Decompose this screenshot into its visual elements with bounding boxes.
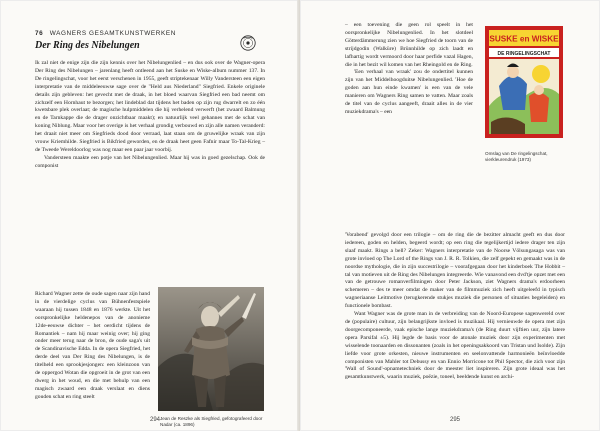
siegfried-photo bbox=[158, 287, 264, 411]
paragraph: Want Wagner was de grote man in de verbreiding van de Noord-Europese sagenwereld over de (populaire) cultuur, zijn belangrijkste invloed is muzikaal. Hij vernieuwde de opera met zijn doorgecomponeerde, vaak epische lange muziekdrama's (de Ring duurt vijftien uur, zijn latere opera Parsifal ±5). Hij legde de basis voor de atonale muziek door zijn experimenten met wisselende toonaarden en dissonanten (zoals in het openingsakkoord van Tristan und Isolde). Zijn liefde voor grote orkesten, nieuwe instrumenten en seelonvattende harmonieën beïnvloedde componisten van Mahler tot Debussy en van Ennio Morricone tot Phil Spector, die zich voor zijn 'Wall of Sound'-opnametechniek door de meester liet inspireren. Zijn grote ideaal was het gesamtkunstwerk, waarin muziek, poëzie, toneel, beeldende kunst en archi- bbox=[345, 311, 565, 381]
folio-right: 295 bbox=[450, 417, 461, 423]
paragraph: Vandersteen maakte een potje van het Nibelungenlied. Maar hij was in goed gezelschap. Ook de componist bbox=[35, 154, 265, 169]
cover-brand: SUSKE en WISKE bbox=[489, 34, 559, 44]
paragraph: – een toevening die geen rol speelt in het oorspronkelijke Nibelungenlied. In het slotdeel Götterdämmerung zien we hoe Siegfried de toorn van de strijdgodin (Walküre) Brünnhilde op zich laadt en lafhartig wordt vermoord door haar perfide vazal Hagen, die in het bezit wil komen van het Rheingold en de Ring. bbox=[345, 22, 473, 68]
cover-subtitle: DE RINGELINGSCHAT bbox=[497, 51, 551, 57]
cover-caption: Omslag van De ringelingschat, vierkleurendruk (1973) bbox=[485, 151, 548, 162]
main-text-column bbox=[35, 60, 265, 171]
main-text-column bbox=[345, 232, 565, 382]
paragraph: 'Een verhaal van wraak' zou de ondertitel kunnen zijn van het Middelhoogduitse Nibelungenlied. 'Hoe de goden aan hun einde kwamen' is een van de vele manieren om Wagners Ring samen te vatten. Maar zoals de titel van de cyclus aangeeft, draait alles in de vier muziekdrama's – een bbox=[345, 69, 473, 115]
paragraph: Richard Wagner zette de oude sagen naar zijn hand in de vierdelige cyclus van Bühnenfestspiele waaraan hij tussen 1848 en 1876 werkte. Uit het oorspronkelijke heldenepos van de anonieme 12de-eeuwse dichter – het oerdicht tijdens de Romantiek – nam hij maar weinig over; hij ging onder meer terug naar de bron, de oude saga's uit de Scandinavische Edda. In de opera Siegfried, het derde deel van Der Ring des Nibelungen, is de titelheld een sprookjesjongen: een kleinzoon van de oppergod Wotan die opgroeit in de grot van een dwerg in het woud, en die met behulp van een magisch zwaard een draak verslaat en diens gouden schat en ring steelt bbox=[35, 291, 150, 400]
running-header bbox=[35, 30, 176, 37]
narrow-text-column bbox=[345, 22, 473, 117]
paragraph: Ik zal niet de enige zijn die zijn kennis over het Nibelungenlied – en dus ook over de Wagner-opera Der Ring des Nibelungen – jarenlang heeft ontleend aan het Suske en Wiske-album nummer 137. In De ringelingschat, voor het eerst verschenen in 1955, geeft striptekenaar Willy Vandersteen een eigen interpretatie van de middeleeuwse sage over de "Held aus Niederland" Siegfried. Enkele originele details zijn gebleven: het gevecht met de draak, in het bloed waarvan Siegfried een bad neemt om zichzelf een Hornhaut te bezorgen; het lindeblad dat tijdens het baden op zijn rug dwarrelt en zo één kwetsbare plek overlaat; de magische hulpmiddelen die hij verhelend verwerft (het zwaard Balmung en de Tarnkappe die de drager onzichtbaar maakt); en natuurlijk veel gehannes met de schat van koning Niblung. Maar voor het overige is het verhaal grondig verbouwd en zijn alle namen veranderd: het draait niet meer om Siegfrieds dood door verraad, laat staan om de gruwelijke wraak van zijn vrouw Kriemhilde. Siegfried is Bikfried geworden, en de draak heet geen Fafnir maar To-Tal-Krieg – de Tweede Wereldoorlog was nog maar een paar jaar voorbij. bbox=[35, 60, 265, 153]
narrow-text-column bbox=[35, 291, 150, 402]
folio-left: 294 bbox=[150, 417, 161, 423]
paragraph: 'Vorabend' gevolgd door een trilogie – om de ring die de bezitter almacht geeft en dus door iedereen, goden en helden, begeerd wordt; op een ring die tegelijkertijd iedere drager ten zijn slaaf maakt. Rings a bell? Zeker: Wagners interpretatie van de Noorse Völsungasaga was van grote invloed op The Lord of the Rings van J. R. R. Tolkien, die zelf gepekt en gemaakt was in de noordse mythologie, die in zijn succestrilogie – voorafgegaan door het kinderboek The Hobbit – tal van motieven uit de Ring des Nibelungen integreerde. Wie vanavond een dvd'tje opzet met een van de getrouwe romanverfilmingen door Peter Jackson, ziet Wagners drama's erdoorheen schemeren – des te meer omdat de maker van de filmmuziek zich heeft uitgeleefd in typisch wagneriaanse Leitmotive (terugkerende stukjes muziek die personen of situaties begeleiden) en functionele bombast. bbox=[345, 232, 565, 310]
running-title: WAGNERS GESAMTKUNSTWERKEN bbox=[49, 30, 176, 37]
cd-icon bbox=[240, 35, 256, 51]
comic-cover bbox=[485, 26, 563, 138]
page-number: 76 bbox=[35, 30, 44, 37]
photo-caption: Jean de Reszke als Siegfried, gefotografeerd door Nadar (ca. 1896) bbox=[160, 416, 263, 427]
section-title: Der Ring des Nibelungen bbox=[35, 40, 140, 51]
